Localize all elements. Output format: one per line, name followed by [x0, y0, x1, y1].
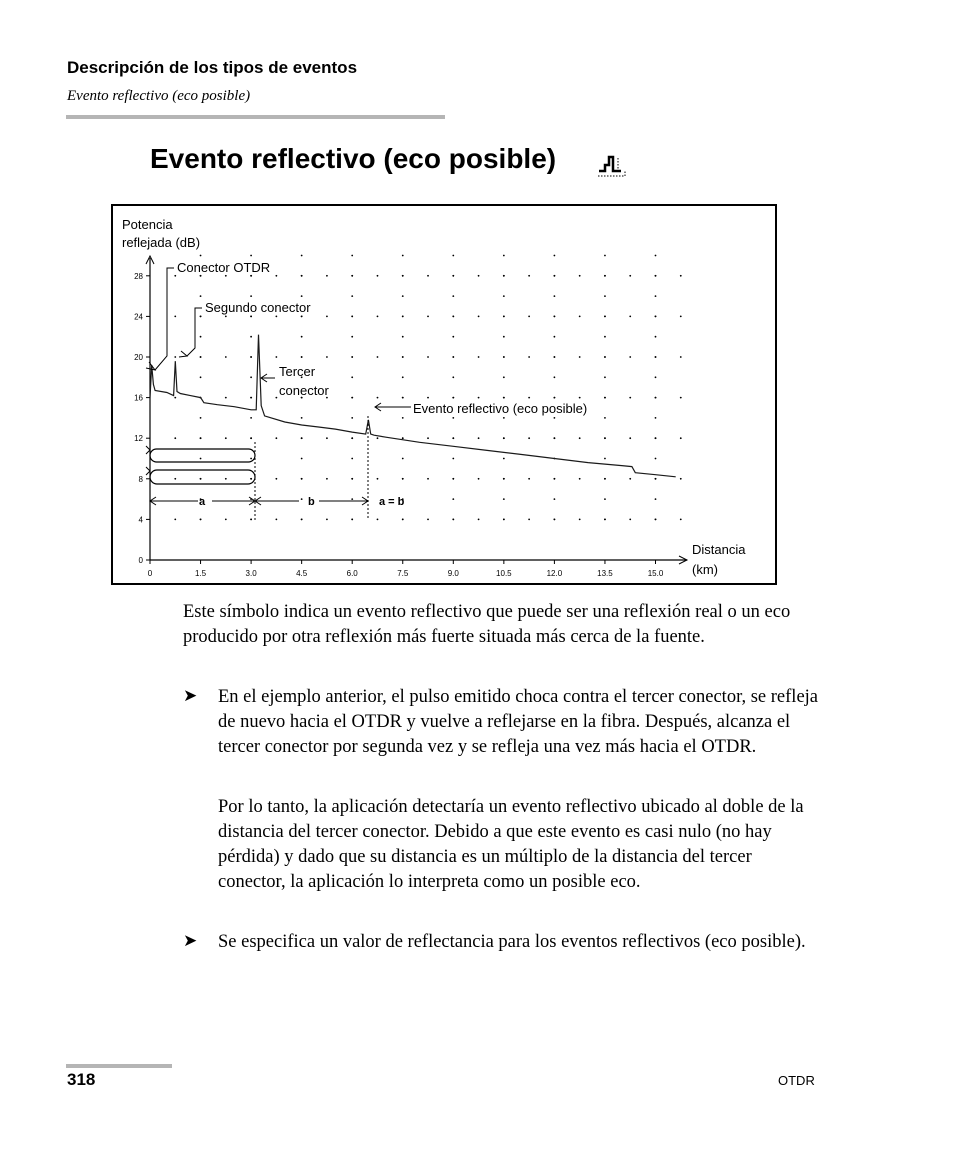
axis-ticks [134, 272, 664, 578]
grid-dot [655, 397, 657, 399]
page-title: Evento reflectivo (eco posible) [150, 143, 557, 174]
grid-dot [629, 397, 631, 399]
grid-dot [402, 437, 404, 439]
grid-dot [503, 397, 505, 399]
grid-dot [503, 519, 505, 521]
grid-dot [579, 356, 581, 358]
grid-dot [402, 417, 404, 419]
third-connector-label-line1: Tercer [279, 364, 316, 379]
grid-dot [554, 275, 556, 277]
y-axis-title-line2: reflejada (dB) [122, 235, 201, 250]
grid-dot [655, 295, 657, 297]
grid-dot [326, 519, 328, 521]
grid-dot [174, 397, 176, 399]
pulse-bar-1 [150, 449, 255, 462]
chart-grid [174, 255, 681, 521]
y-tick-label: 4 [138, 515, 143, 525]
grid-dot [427, 397, 429, 399]
grid-dot [655, 478, 657, 480]
grid-dot [503, 255, 505, 257]
grid-dot [655, 356, 657, 358]
grid-dot [174, 437, 176, 439]
grid-dot [301, 417, 303, 419]
second-connector-label: Segundo conector [205, 300, 311, 315]
segment-b-label: b [308, 496, 315, 508]
grid-dot [225, 275, 227, 277]
grid-dot [351, 478, 353, 480]
grid-dot [200, 336, 202, 338]
grid-dot [200, 275, 202, 277]
grid-dot [427, 356, 429, 358]
otdr-trace-figure [111, 204, 777, 585]
pulse-arrow-2 [146, 467, 150, 475]
grid-dot [351, 417, 353, 419]
grid-dot [629, 437, 631, 439]
grid-dot [452, 316, 454, 318]
grid-dot [604, 356, 606, 358]
bullet-1-continuation: Por lo tanto, la aplicación detectaría un evento reflectivo ubicado al doble de la distancia del tercer conector. Debido a que este evento es casi nulo (no hay pérdida) y dado que su distancia es un múltiplo de la distancia del tercer conector, la aplicación lo interpreta como un posible eco. [218, 797, 804, 892]
grid-dot [402, 336, 404, 338]
intro-paragraph: Este símbolo indica un evento reflectivo que puede ser una reflexión real o un eco producido por otra reflexión más fuerte situada más cerca de la fuente. [183, 602, 791, 647]
pulse-bar-2 [150, 470, 255, 484]
grid-dot [174, 356, 176, 358]
grid-dot [554, 498, 556, 500]
grid-dot [174, 519, 176, 521]
grid-dot [554, 356, 556, 358]
grid-dot [402, 295, 404, 297]
grid-dot [377, 275, 379, 277]
grid-dot [655, 316, 657, 318]
grid-dot [554, 397, 556, 399]
grid-dot [351, 437, 353, 439]
page-number: 318 [67, 1070, 96, 1089]
grid-dot [680, 397, 682, 399]
grid-dot [200, 437, 202, 439]
y-axis-title-line1: Potencia [122, 217, 173, 232]
grid-dot [579, 316, 581, 318]
grid-dot [604, 316, 606, 318]
grid-dot [452, 458, 454, 460]
grid-dot [351, 397, 353, 399]
grid-dot [680, 437, 682, 439]
grid-dot [250, 417, 252, 419]
grid-dot [629, 478, 631, 480]
grid-dot [402, 255, 404, 257]
grid-dot [250, 458, 252, 460]
grid-dot [351, 519, 353, 521]
grid-dot [655, 376, 657, 378]
grid-dot [301, 295, 303, 297]
grid-dot [200, 316, 202, 318]
grid-dot [427, 519, 429, 521]
grid-dot [604, 336, 606, 338]
grid-dot [225, 519, 227, 521]
x-tick-label: 9.0 [447, 569, 459, 578]
x-tick-label: 15.0 [647, 569, 664, 578]
grid-dot [554, 295, 556, 297]
grid-dot [503, 498, 505, 500]
grid-dot [680, 356, 682, 358]
grid-dot [528, 275, 530, 277]
bullet-arrow-icon: ➤ [183, 686, 198, 705]
section-header: Descripción de los tipos de eventos [67, 58, 358, 77]
y-tick-label: 8 [138, 474, 143, 484]
grid-dot [275, 356, 277, 358]
y-tick-label: 20 [134, 353, 143, 362]
grid-dot [225, 316, 227, 318]
bullet-1-text: En el ejemplo anterior, el pulso emitido choca contra el tercer conector, se refleja de nuevo hacia el OTDR y vuelve a reflejarse en la fibra. Después, alcanza el tercer conector por segunda vez y se refleja una vez más hacia el OTDR. [218, 687, 819, 757]
grid-dot [604, 255, 606, 257]
grid-dot [200, 519, 202, 521]
x-tick-label: 4.5 [296, 569, 308, 578]
product-name: OTDR [778, 1073, 815, 1088]
grid-dot [604, 519, 606, 521]
grid-dot [503, 336, 505, 338]
otdr-connector-leader [155, 268, 174, 370]
grid-dot [250, 437, 252, 439]
grid-dot [503, 376, 505, 378]
grid-dot [478, 275, 480, 277]
grid-dot [351, 356, 353, 358]
grid-dot [402, 519, 404, 521]
grid-dot [604, 397, 606, 399]
grid-dot [604, 498, 606, 500]
grid-dot [452, 397, 454, 399]
grid-dot [250, 336, 252, 338]
grid-dot [301, 498, 303, 500]
grid-dot [326, 437, 328, 439]
grid-dot [427, 437, 429, 439]
grid-dot [301, 316, 303, 318]
grid-dot [275, 437, 277, 439]
grid-dot [452, 519, 454, 521]
grid-dot [503, 458, 505, 460]
grid-dot [579, 275, 581, 277]
grid-dot [250, 255, 252, 257]
grid-dot [604, 417, 606, 419]
grid-dot [351, 498, 353, 500]
grid-dot [629, 316, 631, 318]
grid-dot [478, 356, 480, 358]
grid-dot [452, 356, 454, 358]
grid-dot [452, 295, 454, 297]
grid-dot [402, 275, 404, 277]
grid-dot [503, 275, 505, 277]
y-tick-label: 28 [134, 271, 143, 281]
grid-dot [528, 478, 530, 480]
grid-dot [478, 316, 480, 318]
grid-dot [604, 458, 606, 460]
grid-dot [351, 275, 353, 277]
grid-dot [275, 478, 277, 480]
grid-dot [174, 275, 176, 277]
grid-dot [351, 255, 353, 257]
subsection-header: Evento reflectivo (eco posible) [67, 88, 251, 104]
otdr-connector-label: Conector OTDR [177, 260, 271, 275]
x-tick-label: 3.0 [245, 569, 257, 578]
grid-dot [275, 397, 277, 399]
grid-dot [301, 437, 303, 439]
grid-dot [452, 498, 454, 500]
grid-dot [200, 255, 202, 257]
grid-dot [554, 316, 556, 318]
grid-dot [351, 376, 353, 378]
y-tick-label: 0 [138, 556, 143, 565]
grid-dot [655, 275, 657, 277]
segment-a-label: a [199, 496, 206, 508]
a-equals-b-label: a = b [379, 496, 405, 508]
grid-dot [174, 478, 176, 480]
grid-dot [655, 498, 657, 500]
grid-dot [528, 397, 530, 399]
grid-dot [200, 295, 202, 297]
grid-dot [528, 519, 530, 521]
grid-dot [351, 295, 353, 297]
bullet-arrow-icon: ➤ [183, 931, 198, 950]
grid-dot [250, 356, 252, 358]
grid-dot [225, 437, 227, 439]
grid-dot [200, 478, 202, 480]
grid-dot [377, 316, 379, 318]
grid-dot [250, 397, 252, 399]
grid-dot [478, 397, 480, 399]
grid-dot [655, 437, 657, 439]
x-tick-label: 6.0 [346, 569, 358, 578]
grid-dot [326, 316, 328, 318]
grid-dot [554, 255, 556, 257]
grid-dot [478, 437, 480, 439]
grid-dot [680, 478, 682, 480]
grid-dot [655, 417, 657, 419]
grid-dot [200, 356, 202, 358]
grid-dot [452, 376, 454, 378]
grid-dot [655, 458, 657, 460]
grid-dot [275, 519, 277, 521]
grid-dot [604, 376, 606, 378]
grid-dot [301, 478, 303, 480]
y-tick-label: 16 [134, 393, 143, 403]
third-connector-label-line2: conector [279, 383, 329, 398]
grid-dot [275, 275, 277, 277]
grid-dot [250, 275, 252, 277]
reflective-echo-event-icon [597, 152, 627, 178]
x-tick-label: 10.5 [496, 569, 512, 578]
grid-dot [326, 478, 328, 480]
grid-dot [225, 478, 227, 480]
grid-dot [427, 316, 429, 318]
grid-dot [174, 316, 176, 318]
grid-dot [478, 478, 480, 480]
grid-dot [250, 295, 252, 297]
grid-dot [503, 316, 505, 318]
grid-dot [452, 255, 454, 257]
x-tick-label: 13.5 [597, 569, 613, 578]
grid-dot [528, 356, 530, 358]
grid-dot [528, 316, 530, 318]
grid-dot [200, 417, 202, 419]
grid-dot [250, 519, 252, 521]
grid-dot [351, 336, 353, 338]
grid-dot [554, 478, 556, 480]
grid-dot [402, 316, 404, 318]
grid-dot [377, 356, 379, 358]
y-tick-label: 12 [134, 434, 143, 444]
grid-dot [402, 478, 404, 480]
x-tick-label: 7.5 [397, 569, 409, 578]
grid-dot [528, 437, 530, 439]
header-rule [66, 115, 445, 119]
x-tick-label: 12.0 [546, 569, 563, 578]
grid-dot [250, 376, 252, 378]
grid-dot [503, 356, 505, 358]
grid-dot [478, 519, 480, 521]
grid-dot [452, 417, 454, 419]
grid-dot [250, 316, 252, 318]
grid-dot [275, 316, 277, 318]
grid-dot [301, 275, 303, 277]
grid-dot [301, 356, 303, 358]
grid-dot [554, 376, 556, 378]
grid-dot [427, 478, 429, 480]
grid-dot [301, 519, 303, 521]
x-axis-title-line1: Distancia [692, 542, 746, 557]
grid-dot [326, 275, 328, 277]
grid-dot [351, 458, 353, 460]
grid-dot [200, 376, 202, 378]
grid-dot [629, 275, 631, 277]
grid-dot [250, 478, 252, 480]
grid-dot [452, 336, 454, 338]
grid-dot [680, 275, 682, 277]
grid-dot [503, 437, 505, 439]
x-axis-title-line2: (km) [692, 562, 718, 577]
grid-dot [680, 316, 682, 318]
grid-dot [402, 376, 404, 378]
grid-dot [604, 275, 606, 277]
grid-dot [225, 356, 227, 358]
x-tick-label: 1.5 [194, 569, 207, 578]
grid-dot [377, 478, 379, 480]
grid-dot [655, 336, 657, 338]
second-connector-leader [187, 308, 202, 356]
grid-dot [604, 295, 606, 297]
grid-dot [554, 437, 556, 439]
echo-event-label: Evento reflectivo (eco posible) [413, 401, 588, 416]
grid-dot [301, 336, 303, 338]
grid-dot [579, 437, 581, 439]
grid-dot [554, 519, 556, 521]
bullet-2-text: Se especifica un valor de reflectancia para los eventos reflectivos (eco posible). [218, 932, 806, 952]
x-tick-label: 0 [147, 569, 153, 578]
grid-dot [225, 397, 227, 399]
grid-dot [680, 519, 682, 521]
grid-dot [579, 519, 581, 521]
grid-dot [655, 519, 657, 521]
grid-dot [655, 255, 657, 257]
grid-dot [402, 356, 404, 358]
grid-dot [503, 295, 505, 297]
grid-dot [554, 417, 556, 419]
grid-dot [452, 437, 454, 439]
grid-dot [629, 519, 631, 521]
grid-dot [452, 275, 454, 277]
grid-dot [503, 478, 505, 480]
grid-dot [402, 397, 404, 399]
grid-dot [604, 437, 606, 439]
grid-dot [377, 397, 379, 399]
grid-dot [301, 458, 303, 460]
footer-rule [66, 1064, 172, 1068]
otdr-trace-chart [113, 206, 775, 583]
grid-dot [452, 478, 454, 480]
grid-dot [377, 437, 379, 439]
grid-dot [554, 336, 556, 338]
grid-dot [301, 255, 303, 257]
y-tick-label: 24 [134, 312, 143, 322]
grid-dot [629, 356, 631, 358]
pulse-arrow-1 [146, 446, 150, 454]
grid-dot [326, 356, 328, 358]
grid-dot [579, 478, 581, 480]
grid-dot [351, 316, 353, 318]
grid-dot [377, 519, 379, 521]
grid-dot [503, 417, 505, 419]
grid-dot [200, 458, 202, 460]
grid-dot [604, 478, 606, 480]
grid-dot [402, 458, 404, 460]
grid-dot [427, 275, 429, 277]
grid-dot [579, 397, 581, 399]
